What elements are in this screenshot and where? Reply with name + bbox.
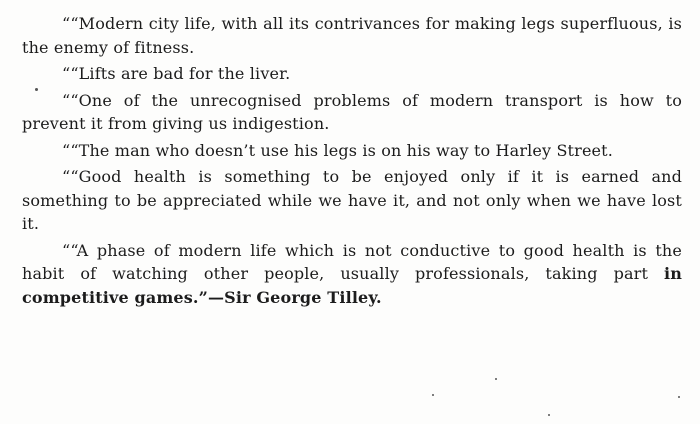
- scan-speck: [678, 396, 680, 398]
- quote-paragraph-6-text: ““A phase of modern life which is not conductive to good health is the habit of watching other people, usually professionals, taking part: [22, 240, 682, 283]
- quote-paragraph-6: [22, 239, 682, 310]
- scan-speck: [548, 414, 550, 416]
- scan-speck: [495, 378, 497, 380]
- quotation-block: [22, 12, 682, 309]
- quote-paragraph-5: ““Good health is something to be enjoyed only if it is earned and something to be appreciated while we have it, and not only when we have lost it.: [22, 167, 682, 233]
- scan-speck: [432, 394, 434, 396]
- quote-paragraph-4: ““The man who doesn’t use his legs is on his way to Harley Street.: [62, 140, 613, 160]
- quote-attribution: in competitive games.”—Sir George Tilley.: [22, 264, 682, 307]
- quote-paragraph-3: ““One of the unrecognised problems of modern transport is how to prevent it from giving us indigestion.: [22, 90, 682, 133]
- quote-paragraph-1: ““Modern city life, with all its contrivances for making legs superfluous, is the enemy of fitness.: [22, 14, 682, 57]
- scan-speck: [35, 88, 38, 91]
- quote-paragraph-2: ““Lifts are bad for the liver.: [62, 64, 291, 83]
